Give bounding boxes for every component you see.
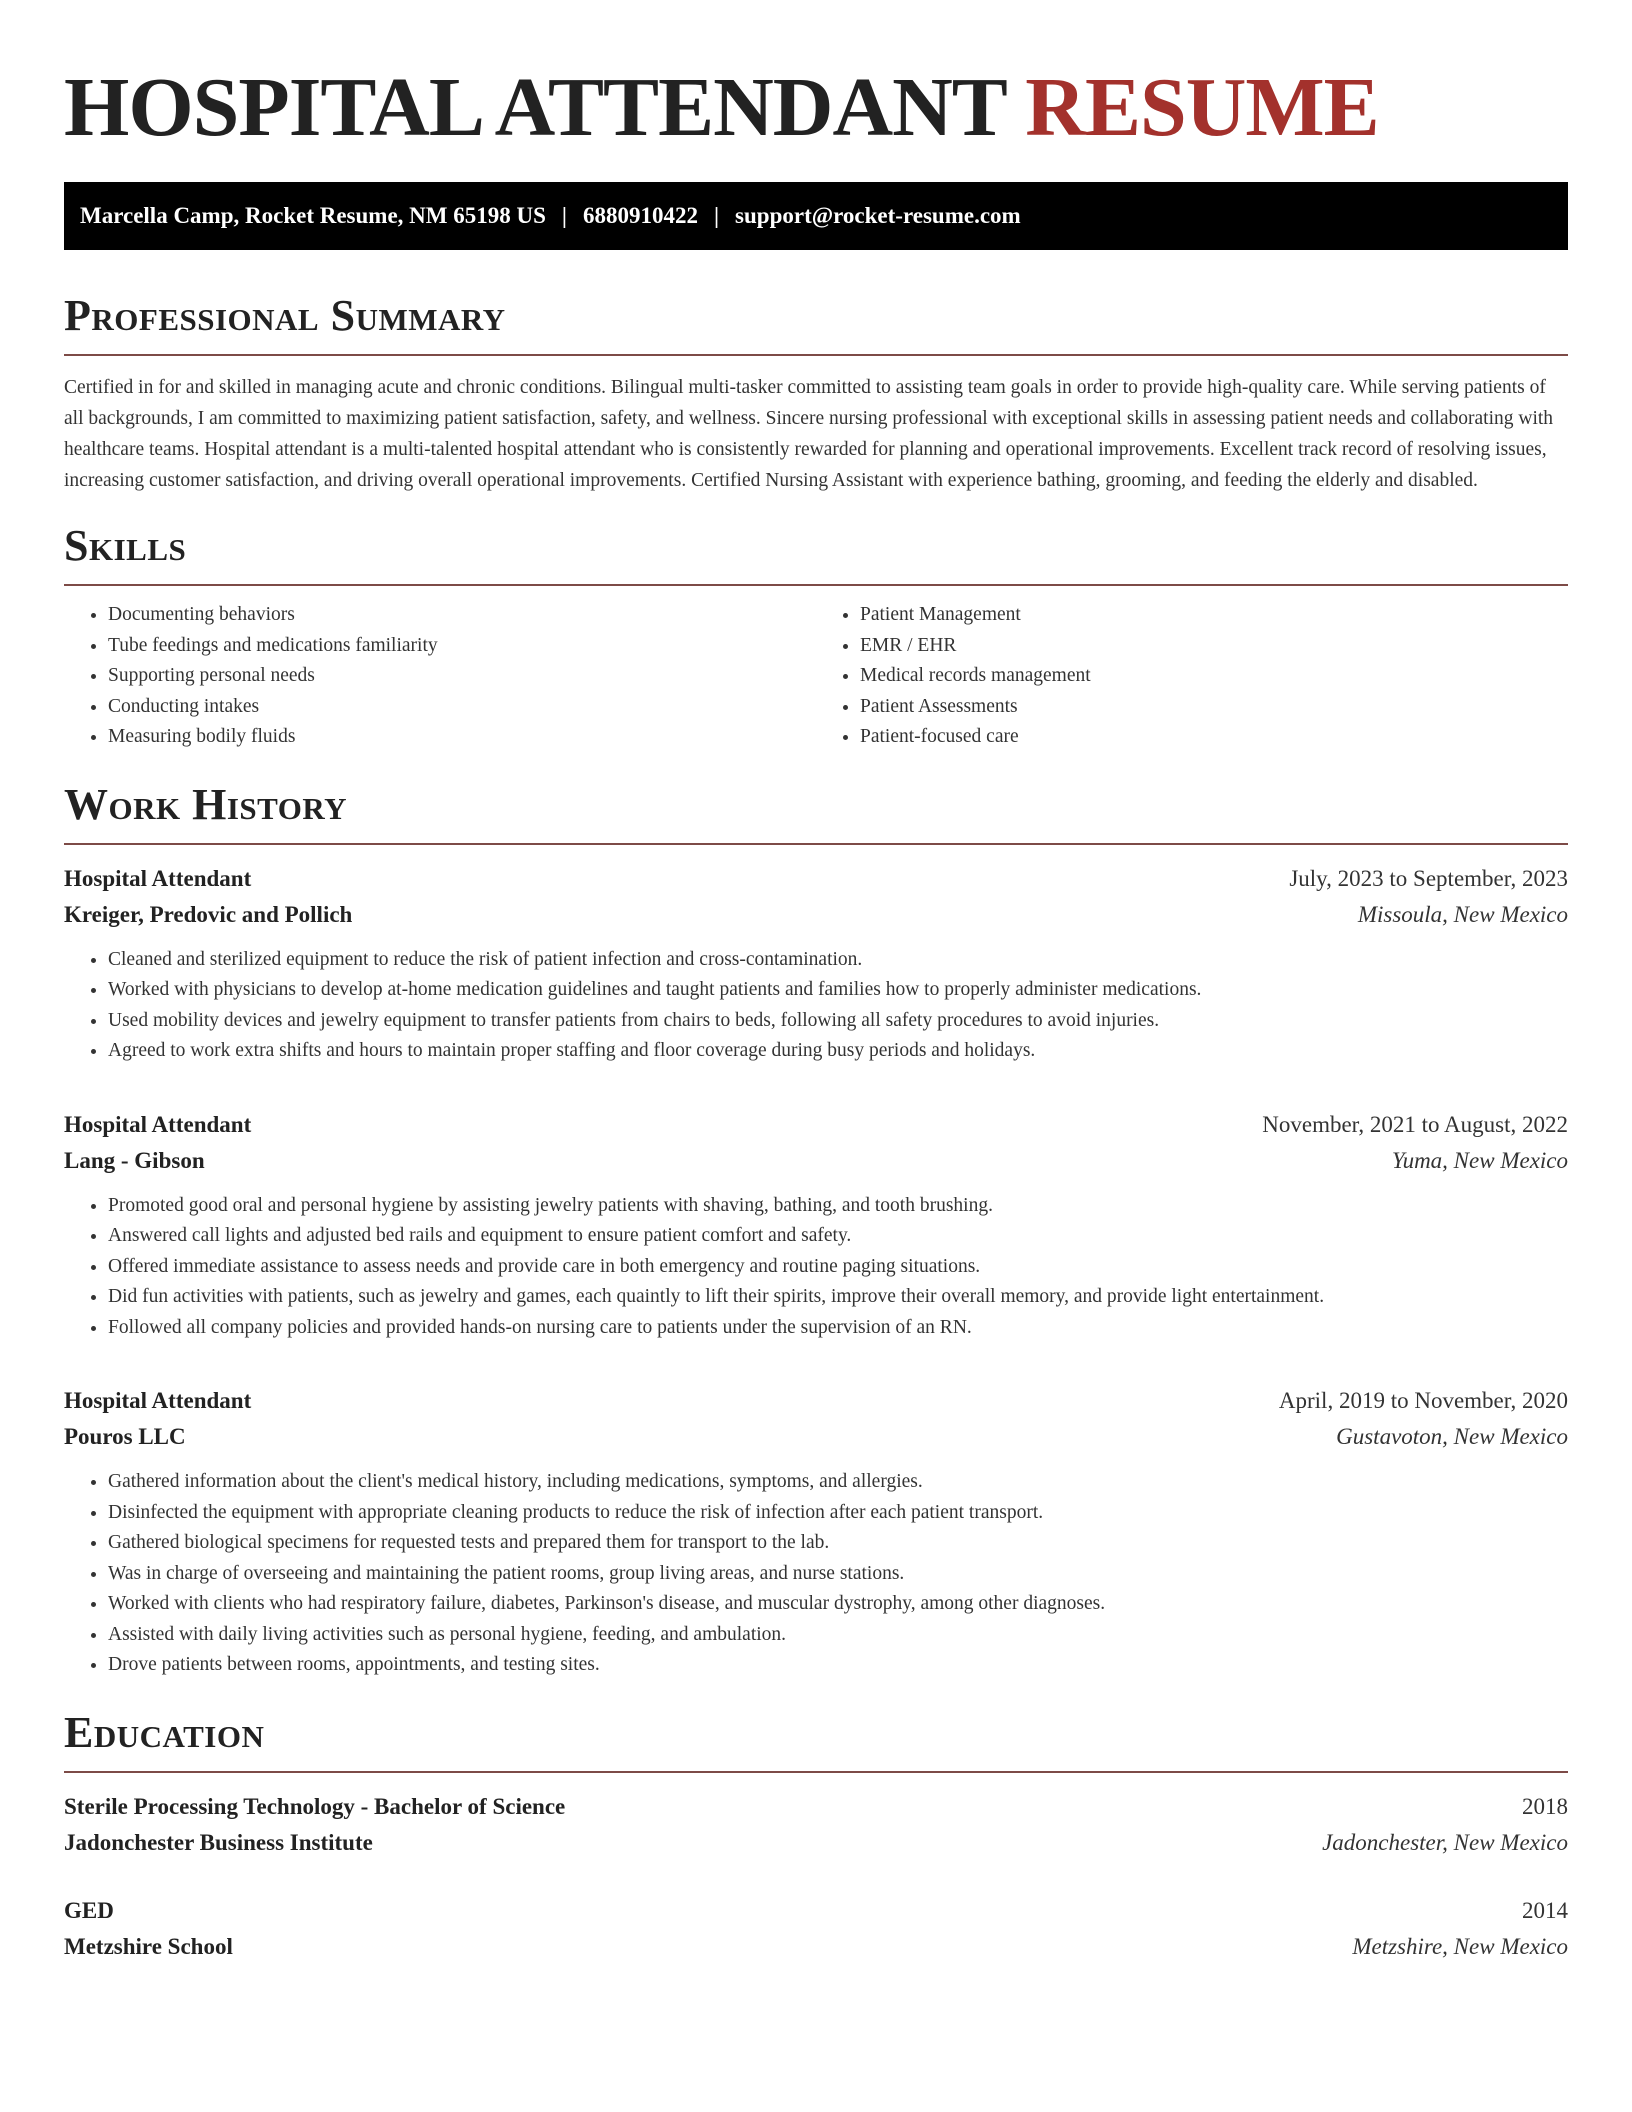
job-duty: • Followed all company policies and provided hands-on nursing care to patients under the supervision of an RN. xyxy=(108,1313,1568,1344)
contact-separator: | xyxy=(561,203,567,228)
skill-item: • Patient Assessments xyxy=(860,692,1568,723)
job-duties xyxy=(64,1467,1568,1681)
job-company: Pouros LLC xyxy=(64,1424,186,1449)
job-entry xyxy=(64,861,1568,1067)
education-year: 2014 xyxy=(1522,1897,1568,1923)
summary-section xyxy=(64,291,1568,496)
job-company: Kreiger, Predovic and Pollich xyxy=(64,901,353,927)
job-dates: July, 2023 to September, 2023 xyxy=(1289,865,1568,891)
education-school-row xyxy=(64,1825,1568,1861)
skill-item: • Supporting personal needs xyxy=(108,661,816,692)
job-duty: • Cleaned and sterilized equipment to reduce the risk of patient infection and cross-contamination. xyxy=(108,945,1568,976)
skills-section xyxy=(64,521,1568,753)
job-duties xyxy=(64,945,1568,1067)
skills-list-left xyxy=(64,600,816,753)
job-company-row xyxy=(64,1419,1568,1455)
skill-item: • Patient-focused care xyxy=(860,722,1568,753)
job-duty: • Was in charge of overseeing and maintaining the patient rooms, group living areas, and nurse stations. xyxy=(108,1559,1568,1590)
education-degree-row xyxy=(64,1893,1568,1929)
contact-email: support@rocket-resume.com xyxy=(735,203,1021,228)
education-degree-row xyxy=(64,1789,1568,1825)
job-dates: April, 2019 to November, 2020 xyxy=(1278,1388,1568,1413)
job-duty: • Used mobility devices and jewelry equipment to transfer patients from chairs to beds, following all safety procedures to avoid injuries. xyxy=(108,1006,1568,1037)
contact-separator: | xyxy=(713,203,720,228)
section-divider xyxy=(64,584,1568,586)
job-duty: • Agreed to work extra shifts and hours to maintain proper staffing and floor coverage during busy periods and holidays. xyxy=(108,1036,1568,1067)
job-title: Hospital Attendant xyxy=(64,865,252,891)
education-section xyxy=(64,1707,1568,1965)
job-duty: • Answered call lights and adjusted bed rails and equipment to ensure patient comfort and safety. xyxy=(108,1221,1568,1252)
job-duty: • Gathered information about the client's medical history, including medications, symptoms, and allergies. xyxy=(108,1467,1568,1498)
education-school-row xyxy=(64,1929,1568,1965)
job-company-row xyxy=(64,1143,1568,1179)
job-duty: • Gathered biological specimens for requested tests and prepared them for transport to the lab. xyxy=(108,1528,1568,1559)
job-title-row xyxy=(64,1107,1568,1143)
job-duties xyxy=(64,1191,1568,1344)
job-title: Hospital Attendant xyxy=(64,1388,252,1413)
job-duty: • Disinfected the equipment with appropriate cleaning products to reduce the risk of infection after each patient transport. xyxy=(108,1498,1568,1529)
summary-text: Certified in for and skilled in managing acute and chronic conditions. Bilingual multi-tasker committed to assisting team goals in order to provide high-quality care. While serving patients of all backgrounds, I am committed to maximizing patient satisfaction, safety, and wellness. Sincere nursing professional with exceptional skills in assessing patient needs and collaborating with healthcare teams. Hospital attendant is a multi-talented hospital attendant who is consistently rewarded for planning and operational improvements. Excellent track record of resolving issues, increasing customer satisfaction, and driving overall operational improvements. Certified Nursing Assistant with experience bathing, grooming, and feeding the elderly and disabled. xyxy=(64,377,1554,491)
job-company-row xyxy=(64,897,1568,933)
work-history-section xyxy=(64,779,1568,1681)
section-heading-skills: Skills xyxy=(64,521,187,570)
resume-title xyxy=(64,56,1568,154)
job-duty: • Assisted with daily living activities such as personal hygiene, feeding, and ambulation. xyxy=(108,1620,1568,1651)
job-duty: • Worked with physicians to develop at-home medication guidelines and taught patients and families how to properly administer medications. xyxy=(108,975,1568,1006)
skills-columns xyxy=(64,600,1568,753)
job-entry xyxy=(64,1107,1568,1344)
section-divider xyxy=(64,354,1568,356)
job-duty: • Drove patients between rooms, appointments, and testing sites. xyxy=(108,1650,1568,1681)
job-duty: • Promoted good oral and personal hygiene by assisting jewelry patients with shaving, bathing, and tooth brushing. xyxy=(108,1191,1568,1222)
job-title-row xyxy=(64,861,1568,897)
contact-address: Marcella Camp, Rocket Resume, NM 65198 US xyxy=(80,203,546,228)
job-duty: • Offered immediate assistance to assess needs and provide care in both emergency and routine paging situations. xyxy=(108,1252,1568,1283)
education-school: Metzshire School xyxy=(64,1933,233,1959)
skills-list-right xyxy=(816,600,1568,753)
education-entry xyxy=(64,1893,1568,1965)
section-divider xyxy=(64,1771,1568,1773)
contact-bar xyxy=(64,182,1568,250)
skill-item: • Measuring bodily fluids xyxy=(108,722,816,753)
job-dates: November, 2021 to August, 2022 xyxy=(1262,1111,1568,1137)
job-entry xyxy=(64,1383,1568,1681)
title-accent: RESUME xyxy=(1025,61,1379,154)
job-title: Hospital Attendant xyxy=(64,1111,252,1137)
job-duty: • Did fun activities with patients, such as jewelry and games, each quaintly to lift their spirits, improve their overall memory, and provide light entertainment. xyxy=(108,1282,1568,1313)
education-degree: GED xyxy=(64,1897,114,1923)
contact-phone: 6880910422 xyxy=(582,203,698,228)
job-duty: • Worked with clients who had respiratory failure, diabetes, Parkinson's disease, and muscular dystrophy, among other diagnoses. xyxy=(108,1589,1568,1620)
education-year: 2018 xyxy=(1522,1793,1568,1819)
title-main: HOSPITAL ATTENDANT xyxy=(64,61,1006,154)
skill-item: • EMR / EHR xyxy=(860,631,1568,662)
skill-item: • Conducting intakes xyxy=(108,692,816,723)
education-entry xyxy=(64,1789,1568,1861)
section-heading-work: Work History xyxy=(64,779,348,829)
section-divider xyxy=(64,843,1568,845)
skill-item: • Tube feedings and medications familiarity xyxy=(108,631,816,662)
skill-item: • Documenting behaviors xyxy=(108,600,816,631)
education-school: Jadonchester Business Institute xyxy=(64,1829,373,1855)
education-location: Metzshire, New Mexico xyxy=(1352,1933,1568,1959)
job-company: Lang - Gibson xyxy=(64,1147,205,1173)
job-title-row xyxy=(64,1383,1568,1419)
job-location: Gustavoton, New Mexico xyxy=(1336,1424,1568,1449)
education-degree: Sterile Processing Technology - Bachelor of Science xyxy=(64,1793,566,1819)
section-heading-education: Education xyxy=(64,1707,265,1757)
skill-item: • Medical records management xyxy=(860,661,1568,692)
skill-item: • Patient Management xyxy=(860,600,1568,631)
job-location: Missoula, New Mexico xyxy=(1357,901,1568,927)
education-location: Jadonchester, New Mexico xyxy=(1322,1829,1568,1855)
job-location: Yuma, New Mexico xyxy=(1391,1147,1568,1173)
section-heading-summary: Professional Summary xyxy=(64,291,506,340)
